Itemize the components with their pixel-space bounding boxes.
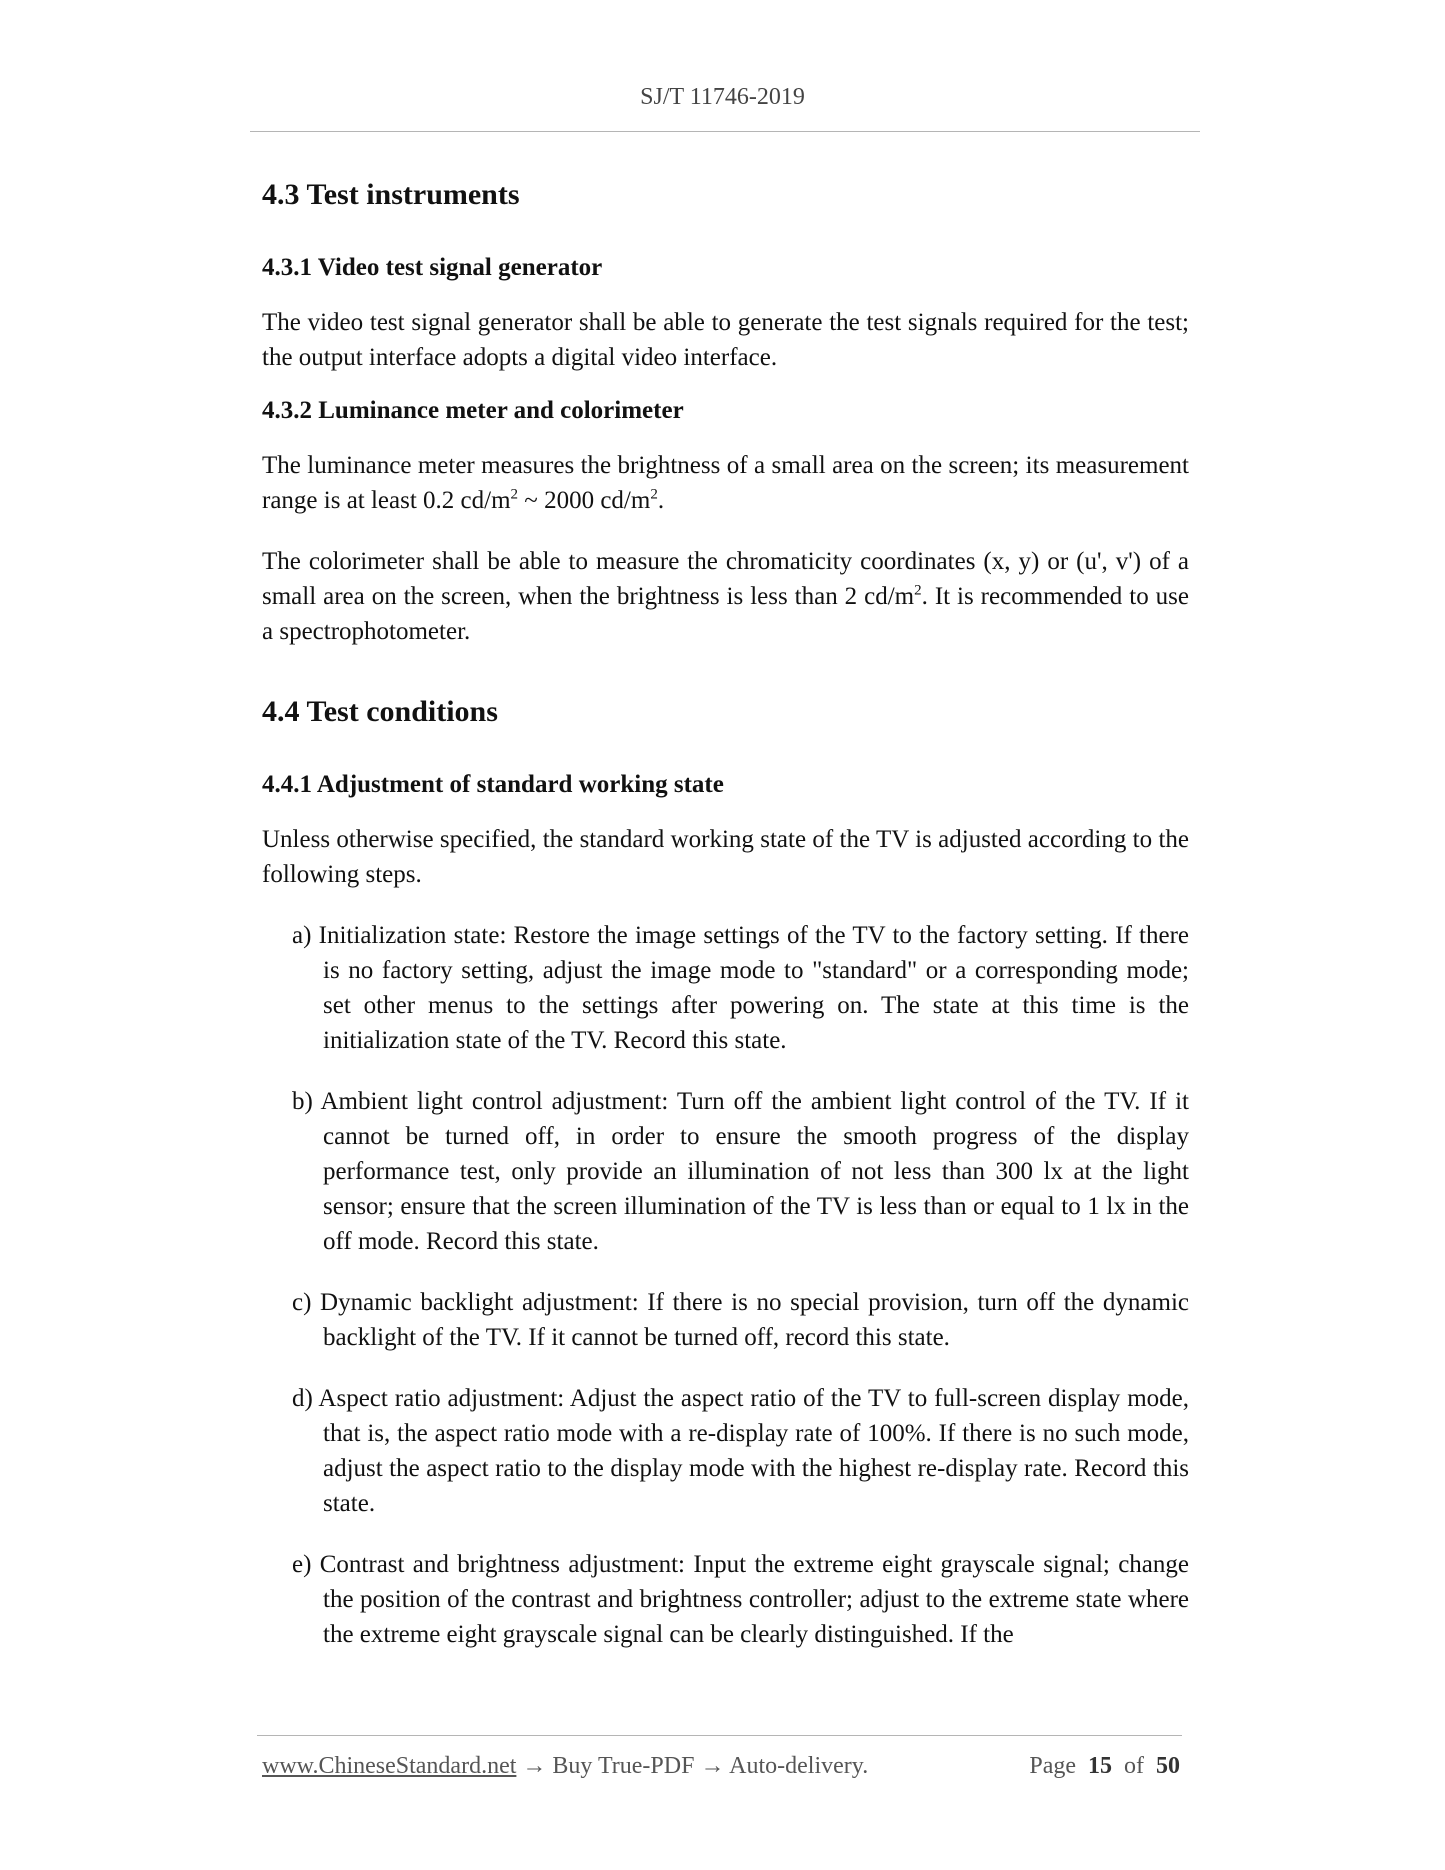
- section-4-4-1-heading: 4.4.1 Adjustment of standard working state: [262, 771, 724, 798]
- buy-pdf-link: Buy True-PDF: [552, 1753, 695, 1779]
- website-link[interactable]: www.ChineseStandard.net: [262, 1753, 517, 1779]
- list-item: d) Aspect ratio adjustment: Adjust the aspect ratio of the TV to full-screen display mode, that is, the aspect ratio mode with a re-display rate of 100%. If there is no such mode, adjust the aspect ratio to the display mode with the highest re-display rate. Record this state.: [292, 1385, 1189, 1517]
- total-pages: 50: [1156, 1753, 1180, 1779]
- colorimeter-paragraph: The colorimeter shall be able to measure the chromaticity coordinates (x, y) or (u', v') of a small area on the screen, when the brightness is less than 2 $cd/m^2$. It is recommended to use a spectrophotometer.: [262, 548, 1189, 645]
- arrow-right-icon: →: [700, 1753, 725, 1779]
- section-4-3-heading: 4.3 Test instruments: [262, 178, 520, 211]
- header-divider: [250, 131, 1200, 132]
- current-page: 15: [1088, 1753, 1112, 1779]
- superscript: 2: [650, 486, 658, 503]
- list-item: b) Ambient light control adjustment: Turn off the ambient light control of the TV. If it cannot be turned off, in order to ensure the smooth progress of the display performance test, only provide an illumination of not less than 300 lx at the light sensor; ensure that the screen illumination of the TV is less than or equal to 1 lx in the off mode. Record this state.: [292, 1088, 1189, 1255]
- arrow-right-icon: →: [522, 1753, 547, 1779]
- list-item: e) Contrast and brightness adjustment: Input the extreme eight grayscale signal; change the position of the contrast and brightness controller; adjust to the extreme state where the extreme eight grayscale signal can be clearly distinguished. If the: [292, 1551, 1189, 1648]
- section-4-4-1-intro: Unless otherwise specified, the standard working state of the TV is adjusted according to the following steps.: [262, 826, 1189, 888]
- section-4-3-2-heading: 4.3.2 Luminance meter and colorimeter: [262, 397, 684, 424]
- section-4-3-1-paragraph: The video test signal generator shall be able to generate the test signals required for the test; the output interface adopts a digital video interface.: [262, 309, 1189, 371]
- page-body: [262, 170, 1189, 1652]
- section-4-4-heading: 4.4 Test conditions: [262, 695, 498, 728]
- page-number: Page 15 of 50: [1029, 1753, 1180, 1779]
- document-header-id: SJ/T 11746-2019: [640, 84, 805, 110]
- section-4-3-1-heading: 4.3.1 Video test signal generator: [262, 254, 603, 281]
- list-item: a) Initialization state: Restore the image settings of the TV to the factory setting. If there is no factory setting, adjust the image mode to "standard" or a corresponding mode; set other menus to the settings after powering on. The state at this time is the initialization state of the TV. Record this state.: [292, 922, 1189, 1054]
- list-item: c) Dynamic backlight adjustment: If there is no special provision, turn off the dynamic backlight of the TV. If it cannot be turned off, record this state.: [292, 1289, 1189, 1351]
- superscript: 2: [914, 582, 922, 599]
- footer-divider: [257, 1735, 1182, 1736]
- auto-delivery-text: Auto-delivery.: [729, 1753, 869, 1779]
- luminance-meter-paragraph: The luminance meter measures the brightness of a small area on the screen; its measurement range is at least 0.2 $cd/m^2$ ~ 2000 $cd/m^2$.: [262, 452, 1189, 514]
- superscript: 2: [510, 486, 519, 503]
- adjustment-steps-list: [292, 918, 1189, 1652]
